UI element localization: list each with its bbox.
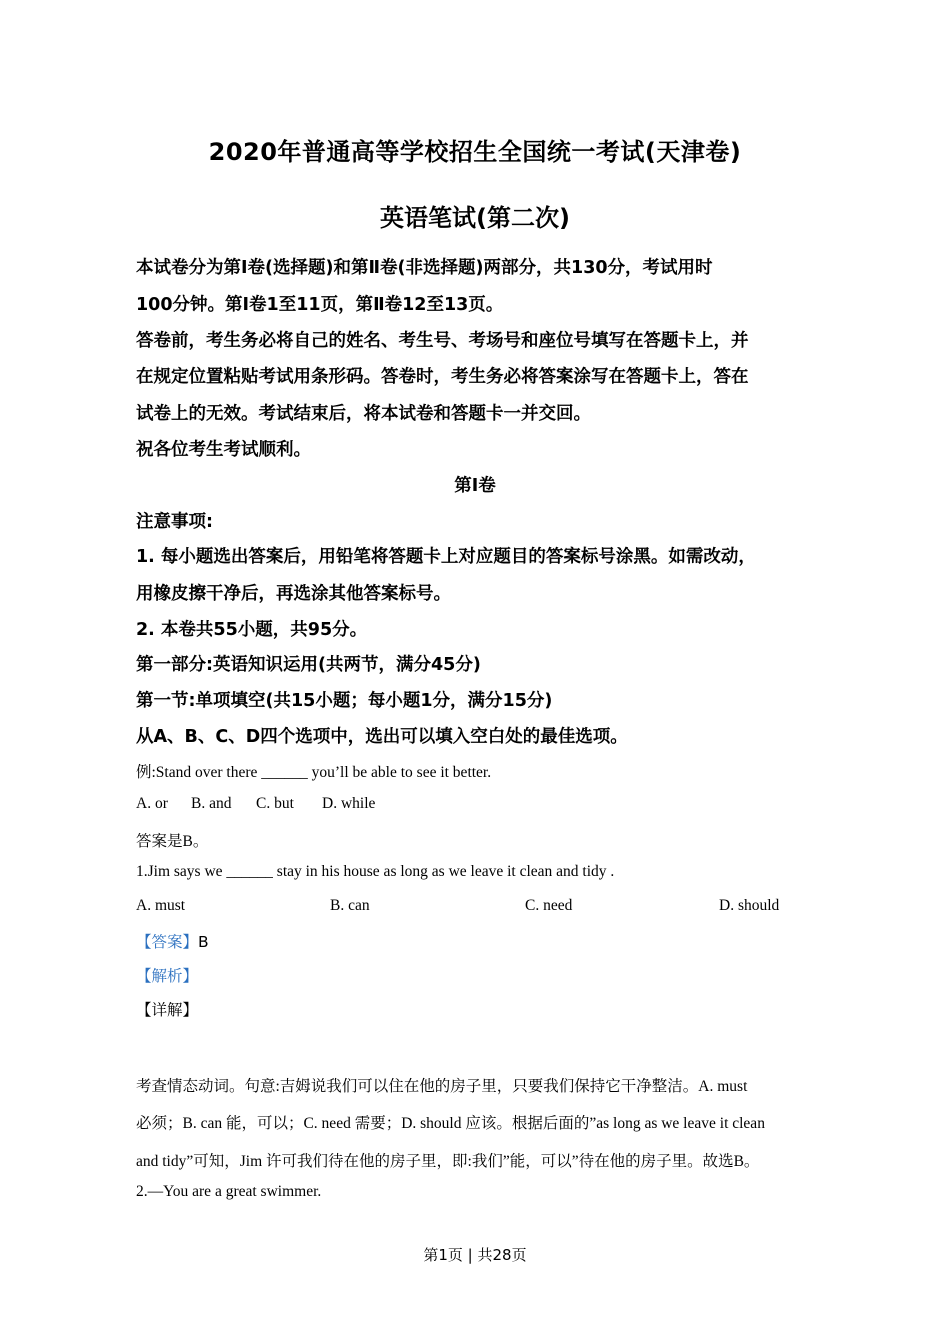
question-option: B. can — [330, 897, 370, 914]
page-number: 第1页 | 共28页 — [423, 1246, 527, 1264]
intro-line: 祝各位考生考试顺利。 — [136, 440, 311, 460]
intro-line: 100分钟。第Ⅰ卷1至11页，第Ⅱ卷12至13页。 — [136, 295, 504, 315]
intro-line: 答卷前，考生务必将自己的姓名、考生号、考场号和座位号填写在答题卡上，并 — [136, 331, 749, 351]
section-heading: 第Ⅰ卷 — [454, 476, 496, 496]
explanation-line: and tidy”可知，Jim 许可我们待在他的房子里，即:我们”能，可以”待在他的房子里。故选B。 — [136, 1153, 760, 1170]
section-subheading: 第一节:单项填空(共15小题；每小题1分，满分15分) — [136, 691, 553, 711]
example-option: C. but — [256, 795, 294, 812]
note-item: 1. 每小题选出答案后，用铅笔将答题卡上对应题目的答案标号涂黑。如需改动， — [136, 547, 756, 567]
detail-label: 【详解】 — [136, 1001, 199, 1019]
intro-line: 在规定位置粘贴考试用条形码。答卷时，考生务必将答案涂写在答题卡上，答在 — [136, 367, 749, 387]
answer-value: B — [198, 933, 209, 951]
explanation-line: 考查情态动词。句意:吉姆说我们可以住在他的房子里，只要我们保持它干净整洁。A. must — [136, 1078, 748, 1095]
intro-line: 试卷上的无效。考试结束后，将本试卷和答题卡一并交回。 — [136, 404, 591, 424]
answer-row — [136, 930, 209, 952]
question-text: 1.Jim says we ______ stay in his house as long as we leave it clean and tidy . — [136, 863, 615, 880]
analysis-label: 【解析】 — [136, 967, 199, 985]
question-option: C. need — [525, 897, 573, 914]
explanation-line: 必须；B. can 能，可以；C. need 需要；D. should 应该。根据后面的”as long as we leave it clean — [136, 1115, 765, 1132]
document-subtitle: 英语笔试(第二次) — [380, 204, 570, 232]
notes-title: 注意事项: — [136, 512, 213, 532]
example-option: A. or — [136, 795, 168, 812]
answer-label: 【答案】 — [136, 933, 199, 951]
part-heading: 第一部分:英语知识运用(共两节，满分45分) — [136, 655, 481, 675]
example-answer: 答案是B。 — [136, 833, 209, 850]
example-question: 例:Stand over there ______ you’ll be able to see it better. — [136, 764, 492, 781]
question-option: D. should — [719, 897, 780, 914]
document-title: 2020年普通高等学校招生全国统一考试(天津卷) — [208, 138, 742, 166]
intro-line: 本试卷分为第Ⅰ卷(选择题)和第Ⅱ卷(非选择题)两部分，共130分，考试用时 — [136, 258, 713, 278]
note-item: 2. 本卷共55小题，共95分。 — [136, 620, 368, 640]
instruction: 从A、B、C、D四个选项中，选出可以填入空白处的最佳选项。 — [136, 727, 628, 747]
question-option: A. must — [136, 897, 186, 914]
note-item: 用橡皮擦干净后，再选涂其他答案标号。 — [136, 584, 451, 604]
question-text: 2.—You are a great swimmer. — [136, 1183, 322, 1200]
example-option: D. while — [322, 795, 376, 812]
example-option: B. and — [191, 795, 232, 812]
